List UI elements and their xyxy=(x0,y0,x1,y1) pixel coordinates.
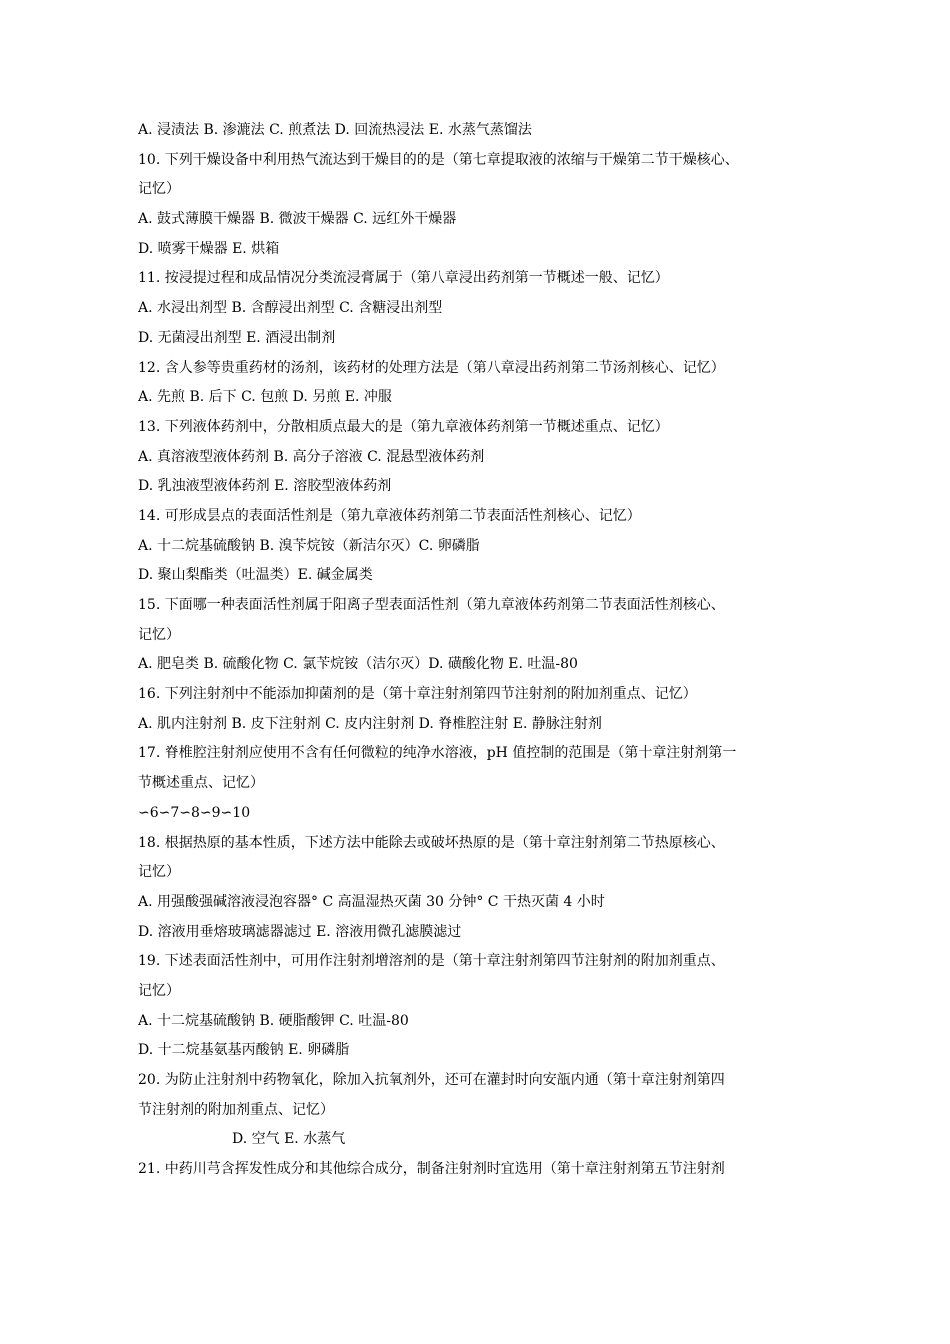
option-line: A. 鼓式薄膜干燥器 B. 微波干燥器 C. 远红外干燥器 xyxy=(138,211,457,228)
question-line: 11. 按浸提过程和成品情况分类流浸膏属于（第八章浸出药剂第一节概述一般、记忆） xyxy=(138,270,669,287)
question-line: 12. 含人参等贵重药材的汤剂，该药材的处理方法是（第八章浸出药剂第二节汤剂核心、记忆） xyxy=(138,359,725,376)
option-line: D. 聚山梨酯类（吐温类）E. 碱金属类 xyxy=(138,567,373,584)
text-line: 记忆） xyxy=(138,864,180,881)
question-line: 20. 为防止注射剂中药物氧化，除加入抗氧剂外，还可在灌封时向安瓿内通（第十章注射剂第四 xyxy=(138,1072,725,1088)
question-line: 16. 下列注射剂中不能添加抑菌剂的是（第十章注射剂第四节注射剂的附加剂重点、记忆） xyxy=(138,686,697,703)
text-line: 记忆） xyxy=(138,626,180,643)
option-line: A. 用强酸强碱溶液浸泡容器° C 高温湿热灭菌 30 分钟° C 干热灭菌 4 小时 xyxy=(138,893,605,910)
option-line: D. 十二烷基氨基丙酸钠 E. 卵磷脂 xyxy=(138,1042,350,1059)
question-line: 18. 根据热原的基本性质，下述方法中能除去或破坏热原的是（第十章注射剂第二节热原核心、 xyxy=(138,834,725,851)
option-line: A. 十二烷基硫酸钠 B. 硬脂酸钾 C. 吐温-80 xyxy=(138,1012,409,1029)
text-line: 节注射剂的附加剂重点、记忆） xyxy=(138,1101,334,1118)
option-line: D. 无菌浸出剂型 E. 酒浸出制剂 xyxy=(138,329,336,346)
question-line: 10. 下列干燥设备中利用热气流达到干燥目的的是（第七章提取液的浓缩与干燥第二节干燥核心、 xyxy=(138,151,739,168)
option-line: D. 喷雾干燥器 E. 烘箱 xyxy=(138,240,280,257)
question-line: 15. 下面哪一种表面活性剂属于阳离子型表面活性剂（第九章液体药剂第二节表面活性剂核心、 xyxy=(138,597,725,613)
document-page xyxy=(138,116,828,1185)
option-line: A. 十二烷基硫酸钠 B. 溴苄烷铵（新洁尔灭）C. 卵磷脂 xyxy=(138,537,480,554)
text-line: A. 浸渍法 B. 渗漉法 C. 煎煮法 D. 回流热浸法 E. 水蒸气蒸馏法 xyxy=(138,122,532,138)
option-line: A. 水浸出剂型 B. 含醇浸出剂型 C. 含糖浸出剂型 xyxy=(138,300,443,317)
option-line: A. 肌内注射剂 B. 皮下注射剂 C. 皮内注射剂 D. 脊椎腔注射 E. 静脉注射剂 xyxy=(138,715,602,732)
question-line: 17. 脊椎腔注射剂应使用不含有任何微粒的纯净水溶液，pH 值控制的范围是（第十章注射剂第一 xyxy=(138,745,737,762)
text-line: 记忆） xyxy=(138,982,180,999)
question-line: 21. 中药川芎含挥发性成分和其他综合成分，制备注射剂时宜选用（第十章注射剂第五节注射剂 xyxy=(138,1161,725,1178)
option-line: A. 先煎 B. 后下 C. 包煎 D. 另煎 E. 冲服 xyxy=(138,389,392,406)
question-line: 19. 下述表面活性剂中，可用作注射剂增溶剂的是（第十章注射剂第四节注射剂的附加剂重点、 xyxy=(138,953,725,970)
text-line: 记忆） xyxy=(138,181,180,198)
question-line: 13. 下列液体药剂中，分散相质点最大的是（第九章液体药剂第一节概述重点、记忆） xyxy=(138,418,669,435)
option-line: D. 溶液用垂熔玻璃滤器滤过 E. 溶液用微孔滤膜滤过 xyxy=(138,923,462,940)
text-line: 节概述重点、记忆） xyxy=(138,775,264,792)
question-line: 14. 可形成昙点的表面活性剂是（第九章液体药剂第二节表面活性剂核心、记忆） xyxy=(138,507,641,524)
option-line: D. 乳浊液型液体药剂 E. 溶胶型液体药剂 xyxy=(138,478,392,495)
option-line: A. 真溶液型液体药剂 B. 高分子溶液 C. 混悬型液体药剂 xyxy=(138,448,485,465)
option-line: ∽6∽7∽8∽9∽10 xyxy=(138,804,251,821)
option-line: D. 空气 E. 水蒸气 xyxy=(232,1131,346,1148)
option-line: A. 肥皂类 B. 硫酸化物 C. 氯苄烷铵（洁尔灭）D. 磺酸化物 E. 吐温-80 xyxy=(138,656,578,673)
